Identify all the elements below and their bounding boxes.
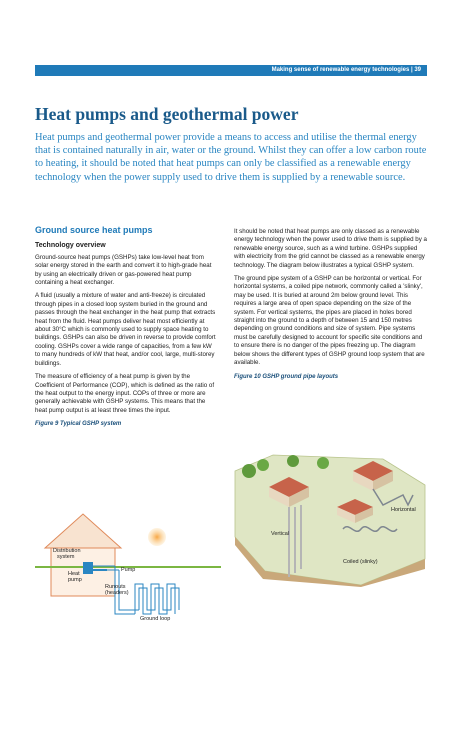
page-title: Heat pumps and geothermal power — [35, 104, 299, 124]
paragraph-renewable-note: It should be noted that heat pumps are only classed as a renewable energy technology when the power used to drive them is supplied by a renewable energy source, such as a wind turbine. GSHPs supplied with electricity from the grid cannot be classed as a renewable energy technology. The diagram below illustrates a typical GSHP system. — [234, 228, 427, 269]
label-horizontal: Horizontal — [391, 507, 416, 513]
label-pump: Pump — [121, 567, 136, 573]
label-runouts — [105, 584, 129, 596]
house-roof — [45, 514, 121, 548]
label-distribution-line2: system — [57, 554, 75, 560]
tree-icon — [287, 455, 299, 467]
tree-icon — [257, 459, 269, 471]
label-runouts-line2: (headers) — [105, 590, 129, 596]
paragraph-gshp-intro: Ground-source heat pumps (GSHPs) take low-level heat from solar energy stored in the earth and convert it to high-grade heat by using an electrically driven or gas-powered heat pump containing a heat exchanger. — [35, 253, 212, 287]
label-runouts-line1: Runouts — [105, 584, 126, 590]
label-coiled: Coiled (slinky) — [343, 559, 378, 565]
paragraph-ground-pipe: The ground pipe system of a GSHP can be horizontal or vertical. For horizontal systems, a coiled pipe network, commonly called a 'slinky', may be used. It is buried at around 2m below ground level. This requires a large area of open space depending on the size of the system. For vertical systems, the pipes are placed in holes bored straight into the ground to a depth of between 15 and 150 metres depending on ground conditions and size of system. Pipe systems must be carefully designed to account for specific site conditions and to ensure there is no danger of the pipes freezing up. The diagram below shows the different types of GSHP ground loop system that are available. — [234, 275, 425, 367]
figure-10-caption: Figure 10 GSHP ground pipe layouts — [234, 373, 339, 380]
terrain-surface — [235, 455, 425, 585]
label-ground-loop: Ground loop — [140, 616, 171, 622]
paragraph-fluid-loop: A fluid (usually a mixture of water and anti-freeze) is circulated through pipes in a closed loop system buried in the ground and passes through the heat exchanger in the heat pump that extracts heat from the fluid. Heat pumps deliver heat most efficiently at about 30°C which is commonly used to supply space heating to buildings. GSHPs can also be driven in reverse to provide comfort cooling. GSHPs cover a wide range of capacities, from a few kW to many hundreds of kW that heat, and/or cool, large, multi-storey buildings. — [35, 292, 216, 367]
tree-icon — [242, 464, 256, 478]
label-vertical: Vertical — [271, 531, 290, 537]
heat-pump-unit — [83, 562, 93, 574]
paragraph-cop: The measure of efficiency of a heat pump is given by the Coefficient of Performance (COP), which is defined as the ratio of the heat output to the energy input. COPs of three or more are generally achievable with GSHP systems. This means that the heat pump output is at least three times the input. — [35, 373, 215, 414]
section-heading: Ground source heat pumps — [35, 225, 153, 235]
running-header: Making sense of renewable energy technologies | 39 — [35, 65, 427, 76]
label-heat-pump-line2: pump — [68, 577, 82, 583]
right-column — [234, 228, 427, 386]
tree-icon — [317, 457, 329, 469]
label-heat-pump-line1: Heat — [68, 571, 80, 577]
technology-overview-heading: Technology overview — [35, 242, 106, 250]
label-distribution-line1: Distribution — [53, 548, 81, 554]
sun-icon — [148, 528, 166, 546]
intro-paragraph: Heat pumps and geothermal power provide a means to access and utilise the thermal energy that is contained naturally in air, water or the ground. Whilst they can offer a low carbon route to heating, it should be noted that heat pumps can only be classified as a renewable energy technology when the power supply used to drive them is supplied by a renewable source. — [35, 132, 427, 183]
figure-9-caption: Figure 9 Typical GSHP system — [35, 421, 122, 428]
figure-9-gshp-diagram — [35, 492, 221, 628]
left-column — [35, 226, 216, 434]
figure-10-ground-pipe-diagram — [233, 449, 427, 587]
